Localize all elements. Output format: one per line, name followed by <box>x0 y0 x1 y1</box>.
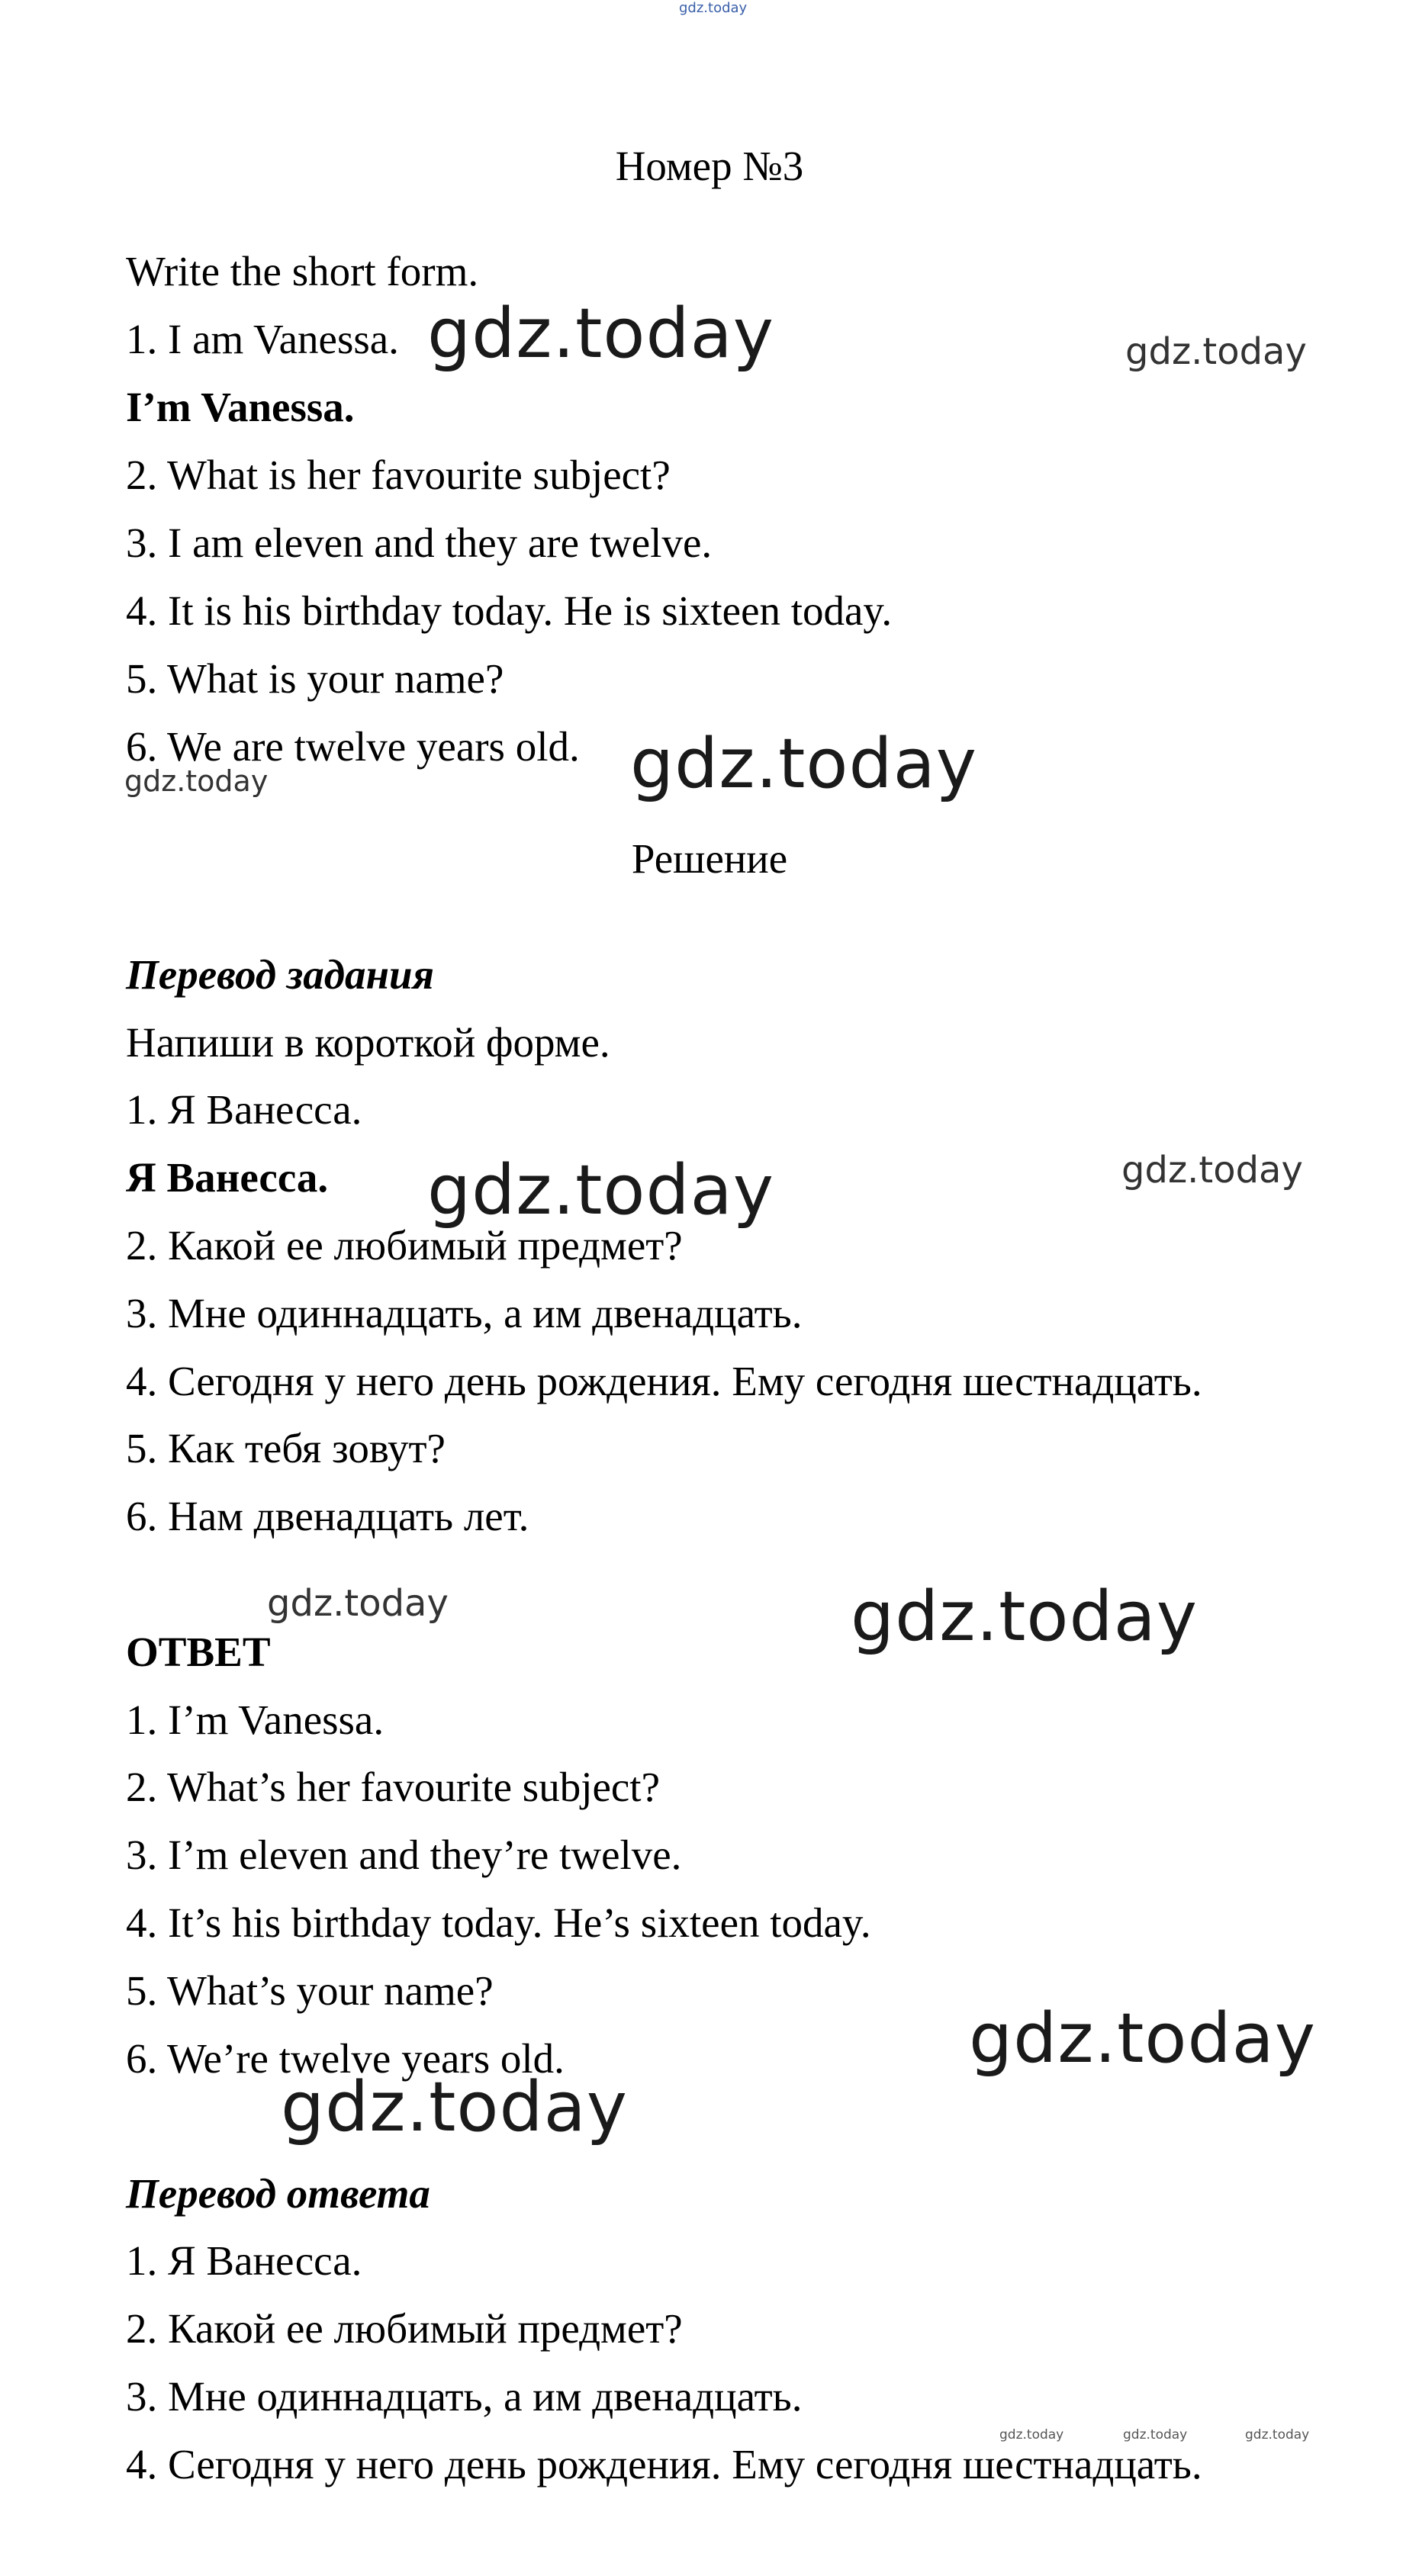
task-item-5: 5. What is your name? <box>126 655 504 702</box>
translation-task-heading: Перевод задания <box>126 951 434 998</box>
watermark: gdz.today <box>851 1577 1199 1657</box>
translation-task-item-2: 2. Какой ее любимый предмет? <box>126 1222 683 1269</box>
task-item-1: 1. I am Vanessa. <box>126 316 399 362</box>
watermark: gdz.today <box>427 294 775 374</box>
task-item-2: 2. What is her favourite subject? <box>126 452 671 498</box>
answer-item-3: 3. I’m eleven and they’re twelve. <box>126 1832 682 1878</box>
watermark: gdz.today <box>281 2067 629 2147</box>
watermark: gdz.today <box>1125 330 1307 373</box>
task-example: I’m Vanessa. <box>126 384 355 430</box>
task-instruction: Write the short form. <box>126 248 479 294</box>
answer-item-2: 2. What’s her favourite subject? <box>126 1764 660 1810</box>
task-item-4: 4. It is his birthday today. He is sixteen today. <box>126 587 893 634</box>
watermark: gdz.today <box>1245 2427 1310 2443</box>
translation-task-item-1: 1. Я Ванесса. <box>126 1086 362 1133</box>
task-item-3: 3. I am eleven and they are twelve. <box>126 519 713 566</box>
translation-task-example: Я Ванесса. <box>126 1154 329 1201</box>
translation-answer-heading: Перевод ответа <box>126 2170 430 2217</box>
solution-heading: Решение <box>631 835 788 882</box>
answer-heading: ОТВЕТ <box>126 1629 271 1675</box>
task-item-6: 6. We are twelve years old. <box>126 723 580 770</box>
watermark: gdz.today <box>1123 2427 1188 2443</box>
translation-task-instruction: Напиши в короткой форме. <box>126 1019 610 1066</box>
page-title: Номер №3 <box>615 143 804 189</box>
watermark-top: gdz.today <box>679 0 748 16</box>
translation-answer-item-2: 2. Какой ее любимый предмет? <box>126 2305 683 2352</box>
watermark: gdz.today <box>999 2427 1064 2443</box>
translation-answer-item-3: 3. Мне одиннадцать, а им двенадцать. <box>126 2373 803 2420</box>
watermark: gdz.today <box>630 724 978 804</box>
translation-answer-item-1: 1. Я Ванесса. <box>126 2237 362 2284</box>
answer-item-6: 6. We’re twelve years old. <box>126 2035 565 2082</box>
translation-task-item-4: 4. Сегодня у него день рождения. Ему сегодня шестнадцать. <box>126 1358 1202 1404</box>
watermark: gdz.today <box>1121 1149 1303 1192</box>
translation-task-item-6: 6. Нам двенадцать лет. <box>126 1493 529 1539</box>
watermark: gdz.today <box>267 1582 449 1625</box>
answer-item-1: 1. I’m Vanessa. <box>126 1696 385 1743</box>
translation-task-item-3: 3. Мне одиннадцать, а им двенадцать. <box>126 1290 803 1336</box>
answer-item-4: 4. It’s his birthday today. He’s sixteen today. <box>126 1899 871 1946</box>
translation-task-item-5: 5. Как тебя зовут? <box>126 1425 446 1471</box>
translation-answer-item-4: 4. Сегодня у него день рождения. Ему сегодня шестнадцать. <box>126 2441 1202 2488</box>
watermark: gdz.today <box>427 1150 775 1230</box>
watermark: gdz.today <box>124 764 269 798</box>
answer-item-5: 5. What’s your name? <box>126 1967 494 2014</box>
watermark: gdz.today <box>969 1999 1317 2079</box>
